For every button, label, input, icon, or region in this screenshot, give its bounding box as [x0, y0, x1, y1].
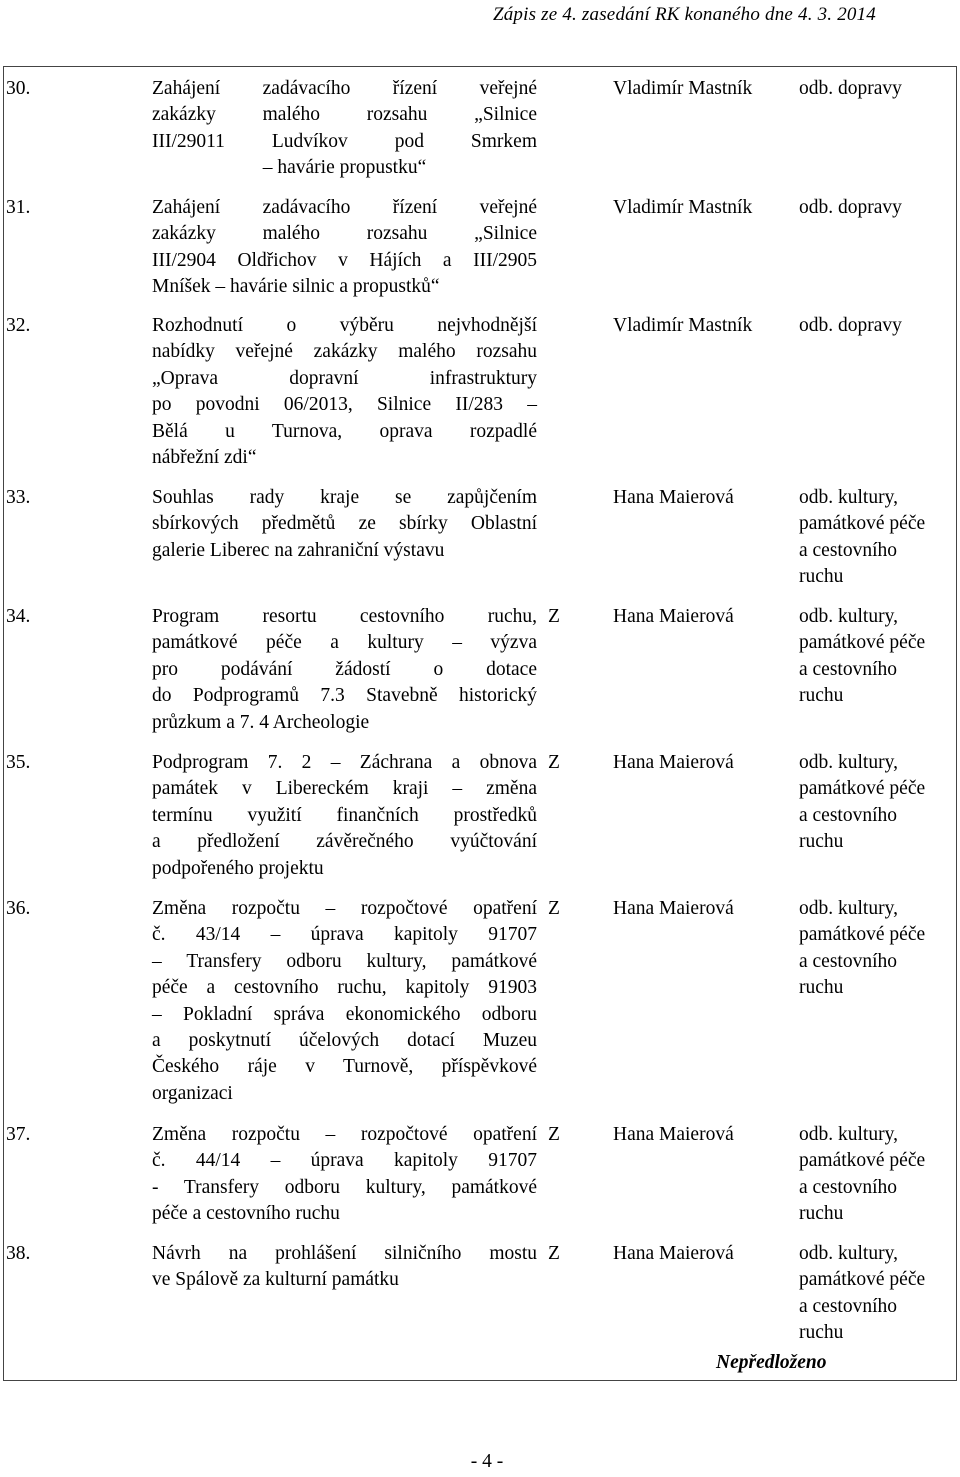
item-title-line: Zahájení zadávacího řízení veřejné: [152, 197, 537, 218]
item-title-line: Podprogram 7. 2 – Záchrana a obnova: [152, 752, 537, 773]
item-title-line: památek v Libereckém kraji – změna: [152, 778, 537, 800]
item-title-line: péče a cestovního ruchu: [152, 1203, 340, 1225]
item-title-line: Rozhodnutí o výběru nejvhodnější: [152, 315, 537, 336]
item-number: 33.: [6, 487, 31, 508]
item-department-line: památkové péče: [799, 632, 926, 654]
item-number: 30.: [6, 78, 31, 99]
item-department: [799, 76, 959, 102]
item-title-line: Mníšek – havárie silnic a propustků“: [152, 276, 440, 298]
item-title: [152, 1122, 537, 1228]
page-number: - 4 -: [470, 1451, 504, 1472]
item-title-line: péče a cestovního ruchu, kapitoly 91903: [152, 977, 537, 999]
item-department-line: odb. kultury,: [799, 1124, 898, 1145]
item-department-line: odb. kultury,: [799, 898, 898, 919]
item-department-line: a cestovního: [799, 1176, 898, 1198]
item-department-line: památkové péče: [799, 778, 926, 800]
item-title-line: památkové péče a kultury – výzva: [152, 632, 537, 654]
item-number: 34.: [6, 606, 31, 627]
item-title-line: a poskytnutí účelových dotací Muzeu: [152, 1030, 537, 1052]
item-title-line: Program resortu cestovního ruchu,: [152, 606, 537, 627]
item-number: 38.: [6, 1243, 31, 1264]
item-title-line: Změna rozpočtu – rozpočtové opatření: [152, 1124, 537, 1145]
item-title-line: č. 44/14 – úprava kapitoly 91707: [152, 1150, 537, 1172]
item-title-line: – Transfery odboru kultury, památkové: [152, 950, 537, 972]
item-title-line: zakázky malého rozsahu „Silnice: [152, 104, 537, 126]
item-presenter: Vladimír Mastník: [613, 197, 753, 218]
item-title: [152, 485, 537, 564]
item-presenter: Hana Maierová: [613, 487, 734, 508]
item-department: [799, 195, 959, 221]
item-title-line: Souhlas rady kraje se zapůjčením: [152, 487, 537, 508]
item-flag: Z: [548, 898, 560, 919]
item-number: 31.: [6, 197, 31, 218]
item-presenter: Hana Maierová: [613, 1124, 734, 1145]
item-department: [799, 750, 959, 856]
item-title-line: nábřežní zdi“: [152, 447, 257, 469]
item-number: 36.: [6, 898, 31, 919]
item-title-line: do Podprogramů 7.3 Stavebně historický: [152, 685, 537, 707]
item-title-line: podpořeného projektu: [152, 857, 324, 879]
item-title: [152, 313, 537, 471]
item-department-line: památkové péče: [799, 1150, 926, 1172]
item-department: [799, 604, 959, 710]
item-title-line: nabídky veřejné zakázky malého rozsahu: [152, 341, 537, 363]
item-department-line: odb. dopravy: [799, 315, 902, 336]
item-title: [152, 750, 537, 882]
item-department-line: ruchu: [799, 1203, 844, 1225]
item-title-line: Návrh na prohlášení silničního mostu: [152, 1243, 537, 1264]
item-flag: Z: [548, 752, 560, 773]
item-title-line: ve Spálově za kulturní památku: [152, 1269, 399, 1291]
item-title: [152, 604, 537, 736]
item-department-line: a cestovního: [799, 804, 898, 826]
item-title-line: sbírkových předmětů ze sbírky Oblastní: [152, 513, 537, 535]
item-department-line: odb. kultury,: [799, 487, 898, 508]
item-department: [799, 485, 959, 591]
item-title-line: Českého ráje v Turnově, příspěvkové: [152, 1056, 537, 1078]
item-presenter: Hana Maierová: [613, 606, 734, 627]
item-title-line: zakázky malého rozsahu „Silnice: [152, 223, 537, 245]
item-department-line: ruchu: [799, 831, 844, 853]
item-title-line: Zahájení zadávacího řízení veřejné: [152, 78, 537, 99]
item-title-line: „Oprava dopravní infrastruktury: [152, 367, 537, 389]
item-number: 35.: [6, 752, 31, 773]
item-department-line: ruchu: [799, 685, 844, 707]
item-flag: Z: [548, 606, 560, 627]
item-department-line: a cestovního: [799, 539, 898, 561]
item-department-line: památkové péče: [799, 924, 926, 946]
item-title: [152, 1241, 537, 1294]
item-department-line: odb. kultury,: [799, 1243, 898, 1264]
item-presenter: Hana Maierová: [613, 752, 734, 773]
item-title-line: – Pokladní správa ekonomického odboru: [152, 1003, 537, 1025]
item-department-line: a cestovního: [799, 950, 898, 972]
item-title-line: III/29011 Ludvíkov pod Smrkem: [152, 130, 537, 152]
item-department-line: odb. dopravy: [799, 78, 902, 99]
item-title-line: průzkum a 7. 4 Archeologie: [152, 711, 370, 733]
item-title: [152, 896, 537, 1107]
item-department-line: památkové péče: [799, 1269, 926, 1291]
item-number: 37.: [6, 1124, 31, 1145]
item-title-line: č. 43/14 – úprava kapitoly 91707: [152, 924, 537, 946]
item-department-line: a cestovního: [799, 658, 898, 680]
item-presenter: Hana Maierová: [613, 1243, 734, 1264]
item-title-line: pro podávání žádostí o dotace: [152, 658, 537, 680]
item-department: [799, 896, 959, 1002]
item-department-line: ruchu: [799, 566, 844, 588]
item-department: [799, 313, 959, 339]
item-department-line: a cestovního: [799, 1295, 898, 1317]
item-department-line: ruchu: [799, 1322, 844, 1344]
item-title: [152, 195, 537, 301]
item-department-line: ruchu: [799, 977, 844, 999]
item-presenter: Vladimír Mastník: [613, 315, 753, 336]
item-title-line: III/2904 Oldřichov v Hájích a III/2905: [152, 249, 537, 271]
item-title-line: – havárie propustku“: [262, 157, 427, 179]
not-submitted-note: Nepředloženo: [716, 1352, 827, 1373]
item-number: 32.: [6, 315, 31, 336]
item-department-line: odb. kultury,: [799, 606, 898, 627]
item-title-line: galerie Liberec na zahraniční výstavu: [152, 539, 445, 561]
item-department-line: odb. kultury,: [799, 752, 898, 773]
document-header: Zápis ze 4. zasedání RK konaného dne 4. 3. 2014: [492, 4, 876, 25]
item-title-line: a předložení závěrečného vyúčtování: [152, 831, 537, 853]
item-department: [799, 1122, 959, 1228]
item-department-line: památkové péče: [799, 513, 926, 535]
item-title-line: Bělá u Turnova, oprava rozpadlé: [152, 420, 537, 442]
item-department-line: odb. dopravy: [799, 197, 902, 218]
item-presenter: Hana Maierová: [613, 898, 734, 919]
item-title: [152, 76, 537, 182]
item-title-line: po povodni 06/2013, Silnice II/283 –: [152, 394, 537, 416]
item-title-line: organizaci: [152, 1082, 233, 1104]
item-flag: Z: [548, 1243, 560, 1264]
item-title-line: - Transfery odboru kultury, památkové: [152, 1176, 537, 1198]
item-title-line: termínu využití finančních prostředků: [152, 804, 537, 826]
item-presenter: Vladimír Mastník: [613, 78, 753, 99]
item-flag: Z: [548, 1124, 560, 1145]
item-title-line: Změna rozpočtu – rozpočtové opatření: [152, 898, 537, 919]
item-department: [799, 1241, 959, 1347]
